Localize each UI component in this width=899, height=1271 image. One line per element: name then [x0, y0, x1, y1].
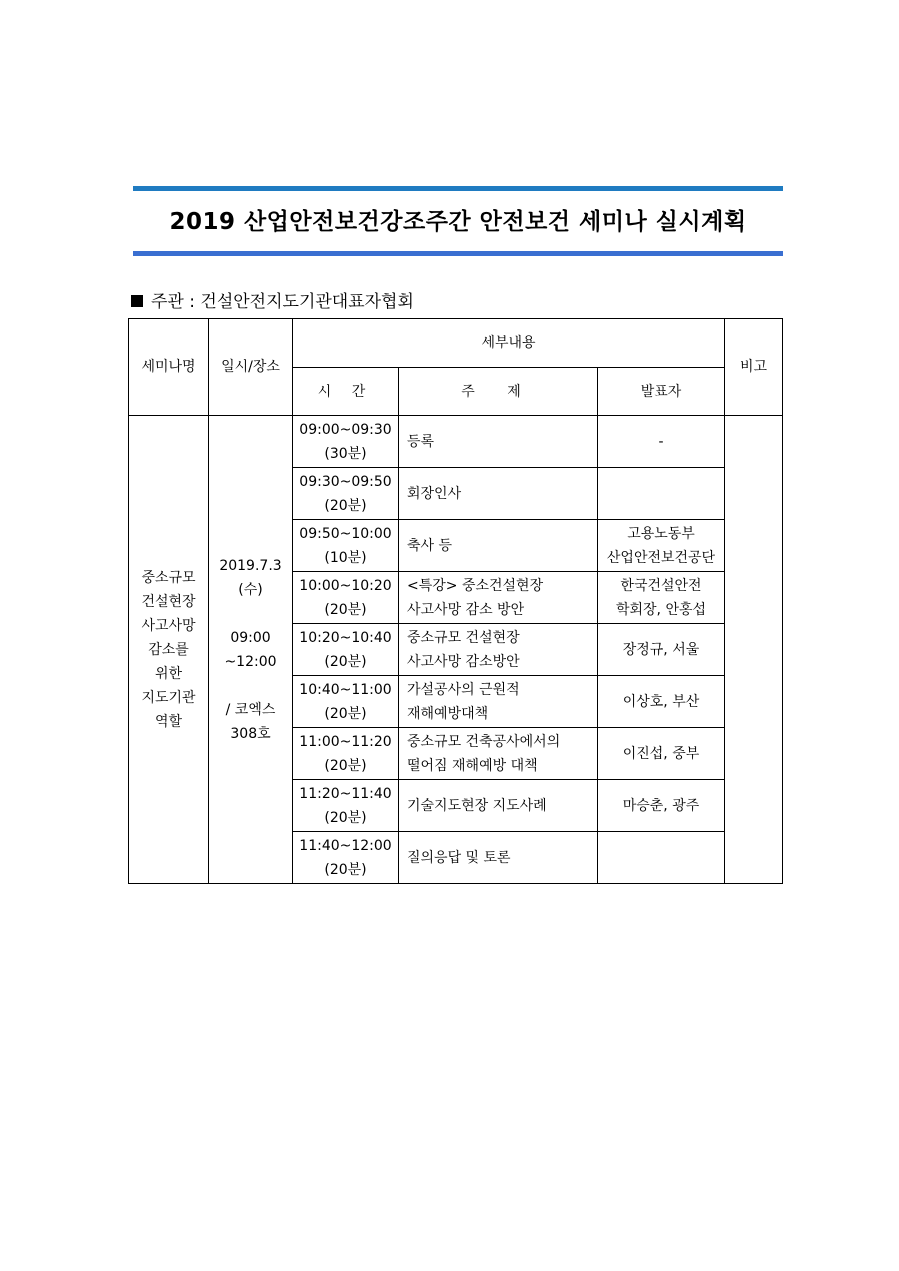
time-cell — [293, 832, 399, 884]
time-duration: (20분) — [324, 809, 367, 826]
presenter-line: 한국건설안전 — [620, 577, 702, 594]
topic-line: 사고사망 감소 방안 — [407, 601, 525, 618]
seminar-name-cell — [129, 416, 209, 884]
host-label: 주관 — [151, 292, 184, 312]
time-duration: (20분) — [324, 601, 367, 618]
topic-line: 회장인사 — [407, 485, 462, 502]
host-name: 건설안전지도기관대표자협회 — [200, 292, 414, 312]
topic-line: <특강> 중소건설현장 — [407, 577, 544, 594]
seminar-plan-table — [128, 318, 783, 884]
time-range: 10:00~10:20 — [299, 577, 392, 594]
topic-line: 중소규모 건설현장 — [407, 629, 520, 646]
time-cell — [293, 624, 399, 676]
topic-cell — [399, 416, 598, 468]
time-range: 10:40~11:00 — [299, 681, 392, 698]
presenter-line: 이상호, 부산 — [622, 693, 700, 710]
presenter-cell — [598, 520, 725, 572]
header-topic: 주 제 — [399, 368, 598, 416]
topic-line: 재해예방대책 — [407, 705, 489, 722]
topic-cell — [399, 832, 598, 884]
topic-cell — [399, 676, 598, 728]
topic-cell — [399, 780, 598, 832]
date-place-line: / 코엑스 — [225, 701, 276, 718]
seminar-name-line: 건설현장 — [141, 593, 196, 610]
date-place-line: 308호 — [230, 725, 271, 742]
time-cell — [293, 780, 399, 832]
time-duration: (30분) — [324, 445, 367, 462]
host-line — [131, 290, 414, 314]
topic-line: 사고사망 감소방안 — [407, 653, 520, 670]
date-place-cell — [209, 416, 293, 884]
title-bottom-rule — [133, 251, 783, 256]
presenter-line: 학회장, 안홍섭 — [615, 601, 707, 618]
date-place-line: ~12:00 — [224, 653, 277, 670]
topic-cell — [399, 468, 598, 520]
presenter-cell — [598, 572, 725, 624]
presenter-cell — [598, 624, 725, 676]
table-row — [129, 416, 783, 468]
time-range: 09:30~09:50 — [299, 473, 392, 490]
topic-cell — [399, 728, 598, 780]
presenter-cell — [598, 728, 725, 780]
date-place-line — [209, 602, 292, 626]
seminar-name-line: 중소규모 — [141, 569, 196, 586]
time-range: 11:40~12:00 — [299, 837, 392, 854]
seminar-name-line: 위한 — [154, 665, 183, 682]
note-cell — [725, 416, 783, 884]
date-place-line — [209, 674, 292, 698]
topic-line: 축사 등 — [407, 537, 453, 554]
presenter-line: 장정규, 서울 — [622, 641, 700, 658]
seminar-name-line: 역할 — [154, 713, 183, 730]
time-duration: (20분) — [324, 653, 367, 670]
time-range: 09:00~09:30 — [299, 421, 392, 438]
seminar-name-line: 사고사망 — [141, 617, 196, 634]
header-details: 세부내용 — [293, 319, 725, 368]
time-duration: (20분) — [324, 497, 367, 514]
seminar-name-line: 지도기관 — [141, 689, 196, 706]
time-duration: (10분) — [324, 549, 367, 566]
presenter-line: 산업안전보건공단 — [606, 549, 716, 566]
topic-line: 등록 — [407, 433, 435, 450]
title-top-rule — [133, 186, 783, 191]
presenter-line: 마승춘, 광주 — [622, 797, 700, 814]
presenter-cell — [598, 832, 725, 884]
time-range: 11:20~11:40 — [299, 785, 392, 802]
topic-cell — [399, 520, 598, 572]
topic-line: 중소규모 건축공사에서의 — [407, 733, 561, 750]
presenter-cell — [598, 468, 725, 520]
topic-cell — [399, 624, 598, 676]
date-place-line: 2019.7.3 — [219, 557, 282, 574]
time-cell — [293, 572, 399, 624]
header-seminar-name: 세미나명 — [129, 319, 209, 416]
document-title: 2019 산업안전보건강조주간 안전보건 세미나 실시계획 — [169, 209, 747, 235]
time-duration: (20분) — [324, 705, 367, 722]
presenter-line: 이진섭, 중부 — [622, 745, 700, 762]
date-place-line: 09:00 — [230, 629, 271, 646]
presenter-line: 고용노동부 — [627, 525, 695, 542]
presenter-cell — [598, 780, 725, 832]
date-place-line: (수) — [238, 581, 263, 598]
time-range: 11:00~11:20 — [299, 733, 392, 750]
time-cell — [293, 676, 399, 728]
time-range: 09:50~10:00 — [299, 525, 392, 542]
topic-line: 떨어짐 재해예방 대책 — [407, 757, 538, 774]
header-time: 시 간 — [293, 368, 399, 416]
time-cell — [293, 728, 399, 780]
header-presenter: 발표자 — [598, 368, 725, 416]
topic-cell — [399, 572, 598, 624]
seminar-name-line: 감소를 — [148, 641, 189, 658]
time-range: 10:20~10:40 — [299, 629, 392, 646]
time-cell — [293, 416, 399, 468]
header-note: 비고 — [725, 319, 783, 416]
time-cell — [293, 468, 399, 520]
header-date-place: 일시/장소 — [209, 319, 293, 416]
presenter-cell — [598, 416, 725, 468]
time-cell — [293, 520, 399, 572]
topic-line: 질의응답 및 토론 — [407, 849, 511, 866]
presenter-line: - — [658, 433, 664, 450]
time-duration: (20분) — [324, 757, 367, 774]
host-separator: : — [189, 292, 195, 312]
header-row-main — [129, 319, 783, 368]
square-bullet-icon — [131, 295, 143, 307]
time-duration: (20분) — [324, 861, 367, 878]
topic-line: 기술지도현장 지도사례 — [407, 797, 547, 814]
presenter-cell — [598, 676, 725, 728]
topic-line: 가설공사의 근원적 — [407, 681, 520, 698]
